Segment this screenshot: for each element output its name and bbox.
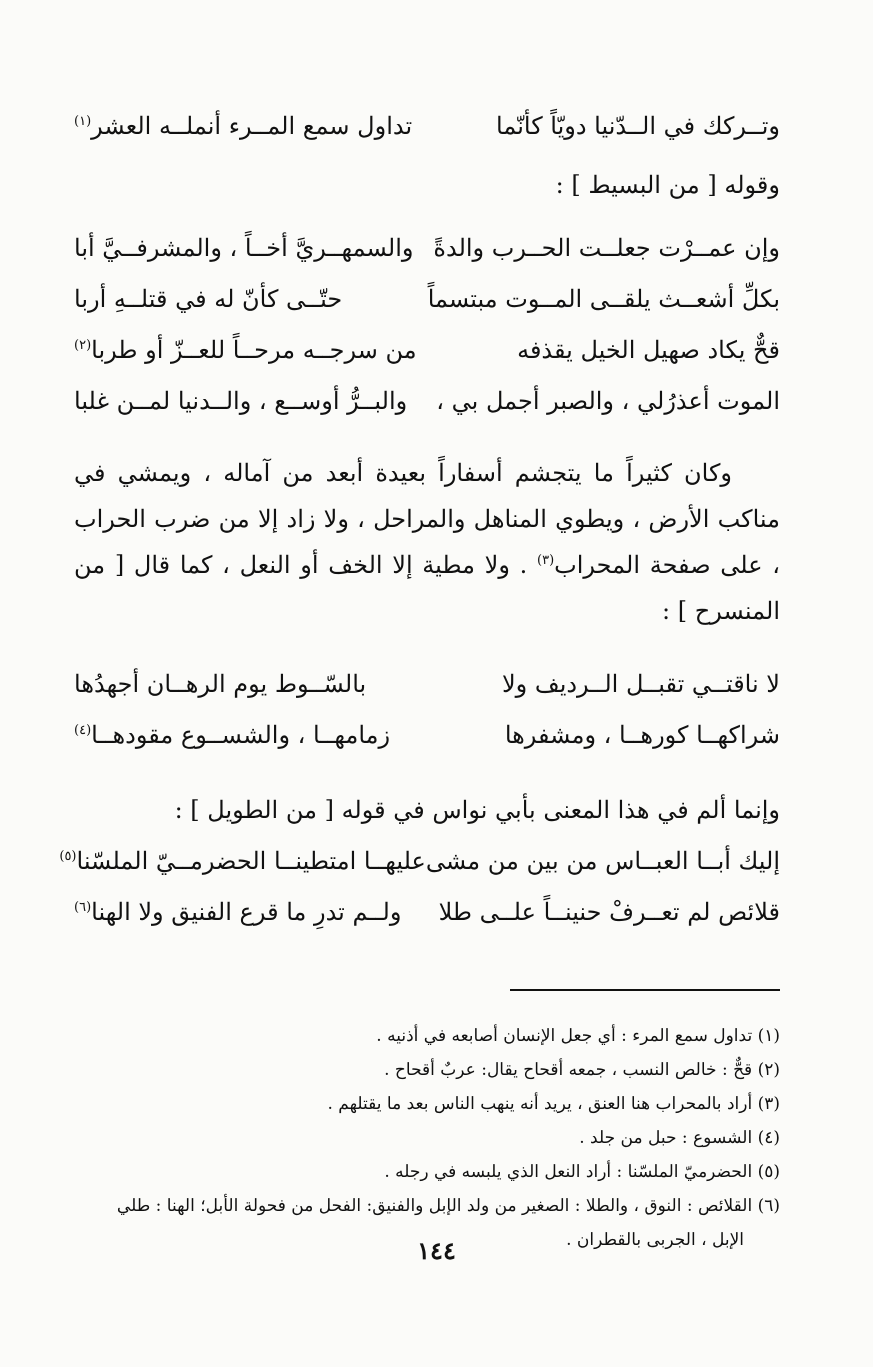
footnote-6: (٦) القلائص : النوق ، والطلا : الصغير من ولد الإبل والفنيق: الفحل من فحولة الأبل؛ الهنا : طلي <box>116 1196 780 1216</box>
footnote-3: (٣) أراد بالمحراب هنا العنق ، يريد أنه ينهب الناس بعد ما يقتلهم . <box>327 1094 780 1114</box>
intro-line-1: وقوله [ من البسيط ] : <box>555 170 780 199</box>
hemistich-first: الموت أعذرُلي ، والصبر أجمل بي ، <box>436 386 780 415</box>
hemistich-first: شراكهــا كورهــا ، ومشفرها <box>504 720 780 749</box>
hemistich-second <box>74 898 401 926</box>
verse-line <box>74 886 780 937</box>
hemistich-first: إليك أبــا العبــاس من بين من مشى <box>425 846 780 875</box>
hemistich-second <box>74 336 417 364</box>
prose-tail: . ولا مطية إلا الخف أو النعل ، كما قال [ من المنسرح ] : <box>74 551 780 625</box>
footnote-5: (٥) الحضرميّ الملسّنا : أراد النعل الذي يلبسه في رجله . <box>384 1162 780 1182</box>
verse-block-2 <box>74 222 780 426</box>
hemistich-second <box>74 285 342 313</box>
verse-line <box>74 273 780 324</box>
intro-line-2: وإنما ألم في هذا المعنى بأبي نواس في قوله [ من الطويل ] : <box>174 795 780 824</box>
hemistich-first: وتــركك في الــدّنيا دويّاً كأنّما <box>496 111 780 140</box>
footnote-ref: (١) <box>74 113 92 129</box>
verse-line <box>74 658 780 709</box>
hemistich-second-text: ولــم تدرِ ما قرع الفنيق ولا الهنا <box>91 897 402 926</box>
hemistich-first: بكلِّ أشعــث يلقــى المــوت مبتسماً <box>427 284 780 313</box>
page-number: ١٤٤ <box>417 1236 456 1265</box>
verse-line <box>59 835 780 886</box>
footnotes <box>74 1019 780 1257</box>
hemistich-second-text: والبــرُّ أوســع ، والــدنيا لمــن غلبا <box>74 386 408 415</box>
hemistich-second <box>74 234 413 262</box>
hemistich-second-text: تداول سمع المــرء أنملــه العشر <box>91 111 413 140</box>
hemistich-second-text: حتّــى كأنّ له في قتلــهِ أربا <box>74 284 343 313</box>
verse-line <box>74 324 780 375</box>
hemistich-second <box>74 387 407 415</box>
hemistich-first: قلائص لم تعــرفْ حنينــاً علــى طلا <box>438 897 780 926</box>
hemistich-second-text: زمامهــا ، والشســوع مقودهــا <box>91 720 391 749</box>
footnote-divider <box>510 989 780 991</box>
footnote-ref: (٤) <box>74 722 92 738</box>
hemistich-first: قحٌّ يكاد صهيل الخيل يقذفه <box>517 335 780 364</box>
prose-paragraph <box>74 450 780 634</box>
hemistich-second <box>74 670 366 698</box>
verse-block-3 <box>74 658 780 760</box>
hemistich-first: لا ناقتــي تقبــل الــرديف ولا <box>501 669 780 698</box>
verse-line <box>74 375 780 426</box>
hemistich-first: وإن عمــرْت جعلــت الحــرب والدةً <box>433 233 780 262</box>
verse-line <box>74 222 780 273</box>
footnote-1: (١) تداول سمع المرء : أي جعل الإنسان أصابعه في أذنيه . <box>376 1026 780 1046</box>
footnote-4: (٤) الشسوع : حبل من جلد . <box>579 1128 780 1148</box>
footnote-ref: (٦) <box>74 899 92 915</box>
footnote-ref: (٢) <box>74 337 92 353</box>
page-body <box>59 100 780 1257</box>
prose-text: وكان كثيراً ما يتجشم أسفاراً بعيدة أبعد من آماله ، ويمشي في مناكب الأرض ، ويطوي المناهل والمراحل ، ولا زاد إلا من ضرب الحراب ، على صفحة المحراب <box>74 459 780 579</box>
verse-line <box>74 100 780 151</box>
hemistich-second <box>59 847 426 875</box>
footnote-ref: (٣) <box>537 553 555 568</box>
verse-line <box>74 709 780 760</box>
hemistich-second-text: والسمهــريَّ أخــاً ، والمشرفــيَّ أبا <box>74 233 414 262</box>
footnote-6-continuation: الإبل ، الجربى بالقطران . <box>566 1230 744 1250</box>
hemistich-second <box>74 112 412 140</box>
verse-block-1 <box>74 100 780 151</box>
hemistich-second-text: بالسّــوط يوم الرهــان أجهدُها <box>74 669 367 698</box>
footnote-2: (٢) قحٌّ : خالص النسب ، جمعه أقحاح يقال: عربٌ أقحاح . <box>384 1060 780 1080</box>
verse-block-4 <box>59 835 780 937</box>
footnote-ref: (٥) <box>59 848 77 864</box>
hemistich-second-text: من سرجــه مرحــاً للعــزّ أو طربا <box>91 335 417 364</box>
hemistich-second <box>74 721 390 749</box>
hemistich-second-text: عليهــا امتطينــا الحضرمــيّ الملسّنا <box>76 846 426 875</box>
